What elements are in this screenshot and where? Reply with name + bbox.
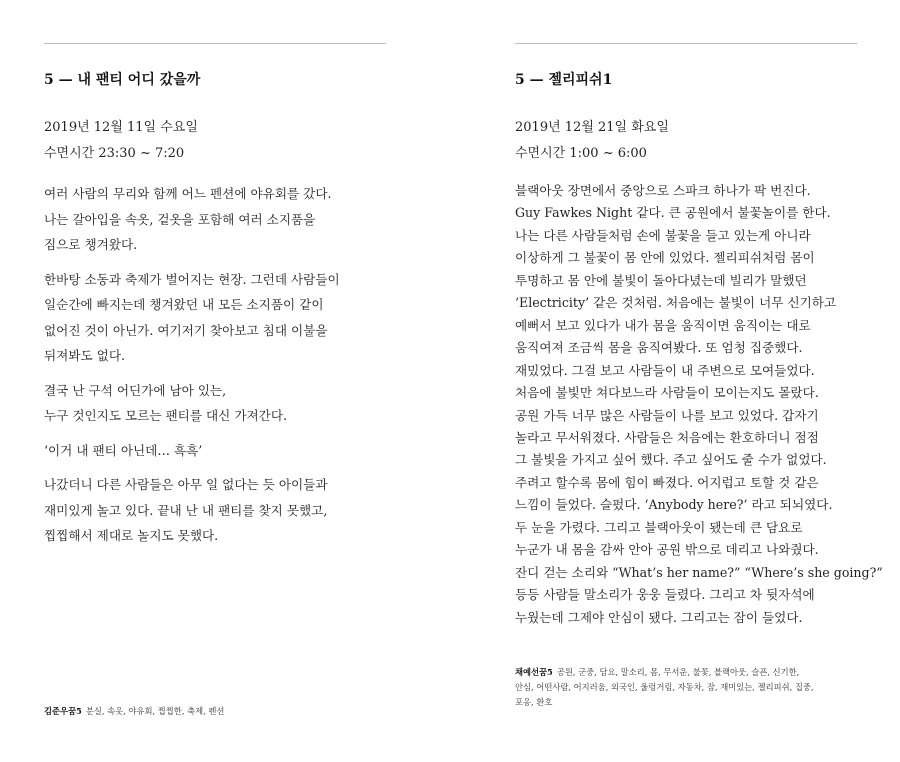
dream-body — [44, 181, 340, 558]
dream-body — [515, 180, 883, 629]
keywords-text: 분실, 속옷, 야유회, 찝찝한, 축제, 펜션 — [85, 706, 225, 716]
text-line: 누군가 내 몸을 감싸 안아 공원 밖으로 데리고 나와줬다. — [515, 542, 819, 558]
text-line: ‘Electricity’ 같은 것처럼. 처음에는 불빛이 너무 신기하고 — [515, 295, 837, 311]
text-line: 예뻐서 보고 있다가 내가 몸을 움직이면 움직이는 대로 — [515, 317, 811, 333]
text-line: 뒤져봐도 없다. — [44, 348, 125, 363]
text-line: 공원 가득 너무 많은 사람들이 나를 보고 있었다. 갑자기 — [515, 407, 819, 423]
dream-date: 2019년 12월 21일 화요일 — [515, 120, 669, 135]
paragraph — [44, 181, 340, 258]
text-line: 짐으로 챙겨왔다. — [44, 237, 138, 252]
text-line: 투명하고 몸 안에 불빛이 돌아다녔는데 빌리가 말했던 — [515, 272, 807, 288]
dream-title: 5 — 젤리피쉬1 — [515, 72, 613, 88]
text-line: 없어진 것이 아닌가. 여기저기 찾아보고 침대 이불을 — [44, 322, 328, 338]
text-line: 누구 것인지도 모르는 팬티를 대신 가져간다. — [44, 408, 287, 423]
text-line: 느낌이 들었다. 슬펐다. ‘Anybody here?’ 라고 되뇌였다. — [515, 497, 833, 513]
top-divider — [44, 43, 386, 44]
paragraph — [44, 267, 340, 369]
text-line: 움직여져 조금씩 몸을 움직여봤다. 또 엄청 집중했다. — [515, 340, 803, 356]
text-line: 여러 사람의 무리와 함께 어느 펜션에 야유회를 갔다. — [44, 186, 332, 201]
keywords-line — [515, 665, 857, 680]
dream-title: 5 — 내 팬티 어디 갔을까 — [44, 72, 201, 88]
keywords-line: 포옹, 환호 — [515, 697, 553, 707]
text-line: 블랙아웃 장면에서 중앙으로 스파크 하나가 팍 번진다. — [515, 183, 811, 198]
text-line: 잔디 걷는 소리와 “What’s her name?” “Where’s she going?” — [515, 564, 883, 580]
text-line: 누웠는데 그제야 안심이 됐다. 그리고는 잠이 들었다. — [515, 609, 803, 625]
text-line: ‘이거 내 팬티 아닌데… 흑흑’ — [44, 442, 203, 458]
text-line: 놀라고 무서워졌다. 사람들은 처음에는 환호하더니 점점 — [515, 429, 819, 445]
top-divider — [515, 43, 857, 44]
text-line: 그 불빛을 가지고 싶어 했다. 주고 싶어도 줄 수가 없었다. — [515, 452, 827, 468]
dream-keywords — [515, 665, 857, 710]
text-line: Guy Fawkes Night 같다. 큰 공원에서 불꽃놀이를 한다. — [515, 205, 831, 221]
dream-keywords — [44, 704, 224, 719]
text-line: 나는 갈아입을 속옷, 겉옷을 포함해 여러 소지품을 — [44, 211, 316, 227]
text-line: 주려고 할수록 몸에 힘이 빠졌다. 어지럽고 토할 것 같은 — [515, 474, 819, 490]
dream-meta — [44, 115, 198, 167]
text-line: 등등 사람들 말소리가 웅웅 들렸다. 그리고 차 뒷자석에 — [515, 587, 815, 603]
dream-meta — [515, 115, 669, 167]
text-line: 일순간에 빠지는데 챙겨왔던 내 모든 소지품이 같이 — [44, 297, 324, 312]
text-line: 재밌었다. 그걸 보고 사람들이 내 주변으로 모여들었다. — [515, 362, 815, 378]
sleep-time: 수면시간 23:30 ~ 7:20 — [44, 146, 185, 161]
paragraph — [44, 472, 340, 549]
text-line: 두 눈을 가렸다. 그리고 블랙아웃이 됐는데 큰 담요로 — [515, 519, 803, 535]
sleep-time: 수면시간 1:00 ~ 6:00 — [515, 146, 647, 161]
text-line: 처음에 불빛만 쳐다보느라 사람들이 모이는지도 몰랐다. — [515, 385, 819, 401]
text-line: 나갔더니 다른 사람들은 아무 일 없다는 듯 아이들과 — [44, 477, 328, 492]
paragraph — [44, 438, 340, 464]
text-line: 나는 다른 사람들처럼 손에 불꽃을 들고 있는게 아니라 — [515, 227, 811, 243]
text-line: 한바탕 소동과 축제가 벌어지는 현장. 그런데 사람들이 — [44, 271, 340, 287]
keywords-text: 공원, 군중, 담요, 말소리, 몸, 무서운, 불꽃, 블랙아웃, 슬픈, 신기한, — [556, 667, 800, 677]
text-line: 결국 난 구석 어딘가에 남아 있는, — [44, 382, 227, 398]
keywords-line: 안심, 어떤사람, 어지러움, 외국인, 울렁거림, 자동차, 잠, 재미있는, 젤리피쉬, 집중, — [515, 682, 814, 692]
paragraph — [44, 378, 340, 429]
keywords-label: 채예선꿈5 — [515, 667, 553, 677]
dream-date: 2019년 12월 11일 수요일 — [44, 120, 198, 135]
text-line: 이상하게 그 불꽃이 몸 안에 있었다. 젤리피쉬처럼 몸이 — [515, 250, 815, 266]
text-line: 재미있게 놀고 있다. 끝내 난 내 팬티를 찾지 못했고, — [44, 502, 328, 518]
keywords-label: 김준우꿈5 — [44, 706, 82, 716]
text-line: 찝찝해서 제대로 놀지도 못했다. — [44, 528, 219, 543]
